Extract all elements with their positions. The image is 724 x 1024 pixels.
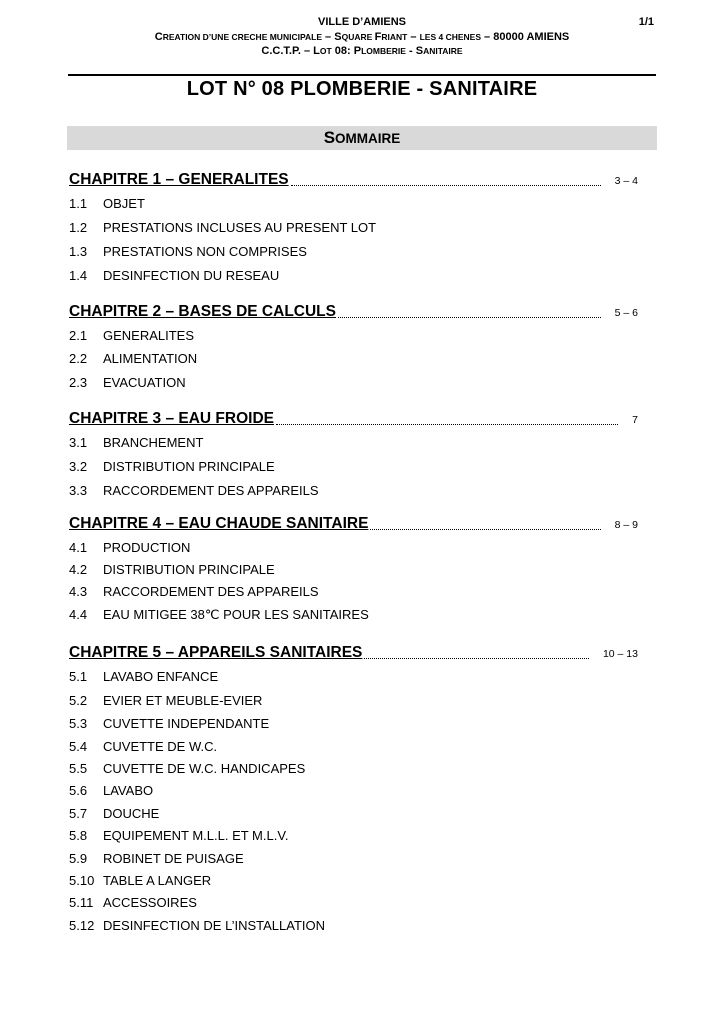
chapter-pages: 10 – 13	[602, 648, 638, 660]
chapter-title: CHAPITRE 4 – EAU CHAUDE SANITAIRE	[69, 515, 369, 532]
toc-item-label: PRESTATIONS NON COMPRISES	[103, 244, 307, 259]
toc-item-number: 5.9	[69, 851, 88, 866]
toc-item-label: EAU MITIGEE 38℃ POUR LES SANITAIRES	[103, 607, 369, 622]
chapter-heading	[69, 644, 638, 664]
toc-item-label: CUVETTE INDEPENDANTE	[103, 716, 270, 731]
toc-item-number: 5.5	[69, 761, 88, 776]
toc-item-label: EQUIPEMENT M.L.L. ET M.L.V.	[103, 828, 289, 843]
chapter-pages: 3 – 4	[614, 175, 638, 187]
toc-item-label: LAVABO	[103, 783, 154, 798]
toc-item-number: 5.12	[69, 918, 95, 933]
header-text-part: REATION D’UNE CRECHE MUNICIPALE	[162, 32, 322, 42]
toc-item-label: EVACUATION	[103, 375, 186, 390]
toc-item	[69, 351, 197, 369]
toc-item-number: 5.3	[69, 716, 88, 731]
toc-item	[69, 806, 159, 824]
header-text-part: F	[374, 31, 382, 43]
header-text-part: LES 4 CHENES	[419, 32, 481, 42]
header-rule	[68, 74, 656, 76]
toc-item	[69, 220, 376, 238]
toc-item	[69, 739, 217, 757]
toc-item-number: 5.4	[69, 739, 88, 754]
chapter-heading	[69, 410, 638, 430]
toc-item-label: BRANCHEMENT	[103, 435, 204, 450]
toc-item-label: PRESTATIONS INCLUSES AU PRESENT LOT	[103, 220, 377, 235]
toc-item	[69, 918, 325, 936]
chapter-title: CHAPITRE 3 – EAU FROIDE	[69, 410, 274, 427]
header-text-part: 08: P	[331, 45, 362, 57]
toc-item-number: 1.4	[69, 268, 88, 283]
toc-item-number: 2.1	[69, 328, 88, 343]
toc-item	[69, 693, 262, 711]
toc-item-number: 4.3	[69, 584, 88, 599]
toc-item-number: 5.2	[69, 693, 88, 708]
toc-item	[69, 540, 190, 558]
toc-item	[69, 268, 279, 286]
toc-item-label: LAVABO ENFANCE	[103, 669, 219, 684]
toc-item	[69, 851, 244, 869]
page-number: 1/1	[638, 16, 654, 28]
toc-item-label: CUVETTE DE W.C. HANDICAPES	[103, 761, 306, 776]
toc-item-label: ALIMENTATION	[103, 351, 198, 366]
header-text-part: OT	[319, 46, 332, 56]
header-document-line	[0, 45, 724, 57]
toc-item-number: 5.10	[69, 873, 95, 888]
toc-item	[69, 328, 194, 346]
toc-item-number: 1.2	[69, 220, 88, 235]
header-text-part: QUARE	[341, 32, 375, 42]
toc-item-label: CUVETTE DE W.C.	[103, 739, 218, 754]
chapter-heading	[69, 171, 638, 191]
toc-item-number: 2.2	[69, 351, 88, 366]
toc-item	[69, 244, 307, 262]
dot-leader	[338, 316, 601, 318]
toc-item-label: RACCORDEMENT DES APPAREILS	[103, 483, 319, 498]
toc-item	[69, 196, 145, 214]
toc-item-label: DISTRIBUTION PRINCIPALE	[103, 562, 275, 577]
toc-item-label: EVIER ET MEUBLE-EVIER	[103, 693, 263, 708]
dot-leader	[276, 423, 618, 425]
toc-item-number: 5.6	[69, 783, 88, 798]
toc-item-number: 5.11	[69, 895, 94, 910]
toc-item-number: 2.3	[69, 375, 88, 390]
toc-item	[69, 895, 197, 913]
toc-item-number: 4.4	[69, 607, 88, 622]
header-text-part: RIANT	[381, 32, 408, 42]
toc-item-label: PRODUCTION	[103, 540, 191, 555]
header-text-part: – 80000 AMIENS	[481, 31, 570, 43]
toc-item-label: DESINFECTION DU RESEAU	[103, 268, 280, 283]
toc-item	[69, 375, 186, 393]
header-city: VILLE D’AMIENS	[317, 16, 406, 28]
toc-item	[69, 669, 218, 687]
sommaire-heading-rest: OMMAIRE	[335, 131, 401, 146]
chapter-pages: 8 – 9	[614, 519, 638, 531]
toc-item-label: TABLE A LANGER	[103, 873, 212, 888]
toc-item-label: DOUCHE	[103, 806, 160, 821]
chapter-heading	[69, 515, 638, 535]
toc-item	[69, 716, 269, 734]
toc-item-label: OBJET	[103, 196, 145, 211]
dot-leader	[370, 528, 600, 530]
toc-item	[69, 584, 319, 602]
header-project-line	[0, 31, 724, 43]
header-text-part: –	[407, 31, 420, 43]
toc-item-label: DISTRIBUTION PRINCIPALE	[103, 459, 275, 474]
header-text-part: – S	[322, 31, 342, 43]
chapter-pages: 7	[632, 414, 638, 426]
toc-item	[69, 435, 203, 453]
header-text-part: C	[154, 31, 163, 43]
toc-item-number: 1.3	[69, 244, 88, 259]
toc-item-label: ROBINET DE PUISAGE	[103, 851, 244, 866]
chapter-title: CHAPITRE 2 – BASES DE CALCULS	[69, 303, 336, 320]
toc-item-number: 4.1	[69, 540, 88, 555]
sommaire-heading	[67, 128, 657, 148]
toc-item	[69, 607, 369, 625]
toc-item	[69, 562, 275, 580]
dot-leader	[291, 184, 601, 186]
toc-item	[69, 783, 153, 801]
toc-item	[69, 873, 211, 891]
toc-item	[69, 761, 305, 779]
toc-item-number: 3.3	[69, 483, 88, 498]
dot-leader	[364, 657, 589, 659]
chapter-title: CHAPITRE 5 – APPAREILS SANITAIRES	[69, 644, 363, 661]
toc-item-number: 3.1	[69, 435, 88, 450]
toc-item-label: ACCESSOIRES	[103, 895, 197, 910]
toc-item	[69, 828, 288, 846]
toc-item-number: 5.1	[69, 669, 88, 684]
toc-item-label: GENERALITES	[103, 328, 195, 343]
chapter-heading	[69, 303, 638, 323]
toc-item-number: 5.8	[69, 828, 88, 843]
header-text-part: LOMBERIE	[361, 46, 406, 56]
header-text-part: C.C.T.P. – L	[261, 45, 320, 57]
chapter-title: CHAPITRE 1 – GENERALITES	[69, 171, 289, 188]
toc-item-number: 3.2	[69, 459, 88, 474]
toc-item-label: RACCORDEMENT DES APPAREILS	[103, 584, 319, 599]
toc-item	[69, 459, 275, 477]
sommaire-band	[67, 126, 657, 150]
toc-item-number: 1.1	[69, 196, 88, 211]
lot-title: LOT N° 08 PLOMBERIE - SANITAIRE	[186, 78, 538, 100]
toc-item-label: DESINFECTION DE L’INSTALLATION	[103, 918, 326, 933]
toc-item	[69, 483, 319, 501]
toc-item-number: 4.2	[69, 562, 88, 577]
sommaire-heading-initial: S	[323, 128, 336, 147]
chapter-pages: 5 – 6	[614, 307, 638, 319]
header-text-part: ANITAIRE	[423, 46, 463, 56]
toc-item-number: 5.7	[69, 806, 88, 821]
header-text-part: - S	[405, 45, 424, 57]
